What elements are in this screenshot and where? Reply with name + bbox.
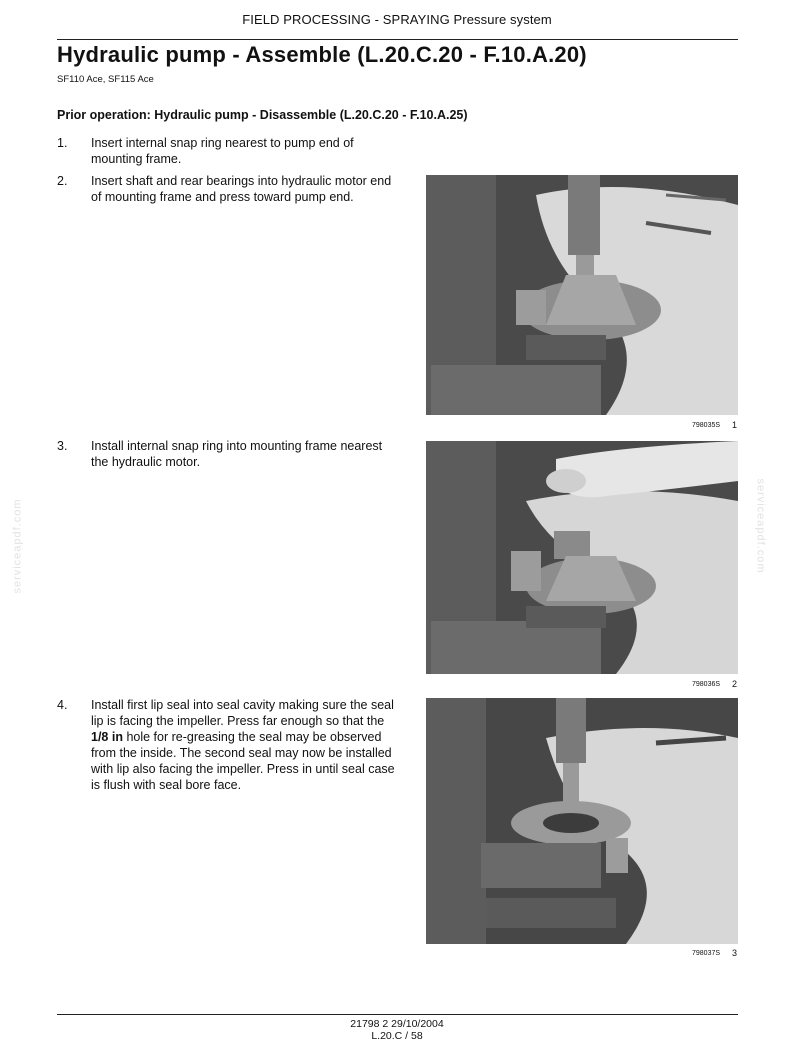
figure-3-photo — [426, 698, 738, 944]
footer-doc: 21798 2 29/10/2004 — [350, 1018, 444, 1030]
footer-rule — [57, 1014, 738, 1015]
page-title: Hydraulic pump - Assemble (L.20.C.20 - F.10.A.20) — [57, 42, 587, 67]
header-rule — [57, 39, 738, 40]
step-number: 3. — [57, 439, 68, 453]
figure-2-photo — [426, 441, 738, 674]
step-number: 1. — [57, 136, 68, 150]
figure-code: 798036S — [692, 681, 721, 688]
watermark-right: serviceapdf.com — [754, 478, 767, 574]
figure-number: 1 — [732, 420, 738, 430]
model-list: SF110 Ace, SF115 Ace — [57, 74, 154, 85]
step-text: Insert internal snap ring nearest to pump end of mounting frame. — [91, 136, 354, 166]
prior-operation: Prior operation: Hydraulic pump - Disassemble (L.20.C.20 - F.10.A.25) — [57, 108, 468, 122]
step-text: Install first lip seal into seal cavity making sure the seal lip is facing the impeller. Press far enough so that the 1/8 in hole for re-greasing the seal may be observed from the inside. The second seal may now be installed with lip also facing the impeller. Press in until seal case is flush with seal bore face. — [91, 698, 395, 792]
figure-number: 2 — [732, 679, 738, 689]
step-text: Install internal snap ring into mounting frame nearest the hydraulic motor. — [91, 439, 383, 469]
figure-1-photo — [426, 175, 738, 415]
running-header: FIELD PROCESSING - SPRAYING Pressure system — [242, 12, 552, 27]
step-number: 4. — [57, 698, 68, 712]
figure-code: 798037S — [692, 950, 721, 957]
step-text: Insert shaft and rear bearings into hydraulic motor end of mounting frame and press toward pump end. — [91, 174, 392, 204]
step-number: 2. — [57, 174, 68, 188]
watermark-left: serviceapdf.com — [11, 498, 24, 594]
figure-number: 3 — [732, 948, 738, 958]
figure-code: 798035S — [692, 422, 721, 429]
footer-page: L.20.C / 58 — [371, 1030, 423, 1042]
hole-size: 1/8 in — [91, 730, 123, 744]
